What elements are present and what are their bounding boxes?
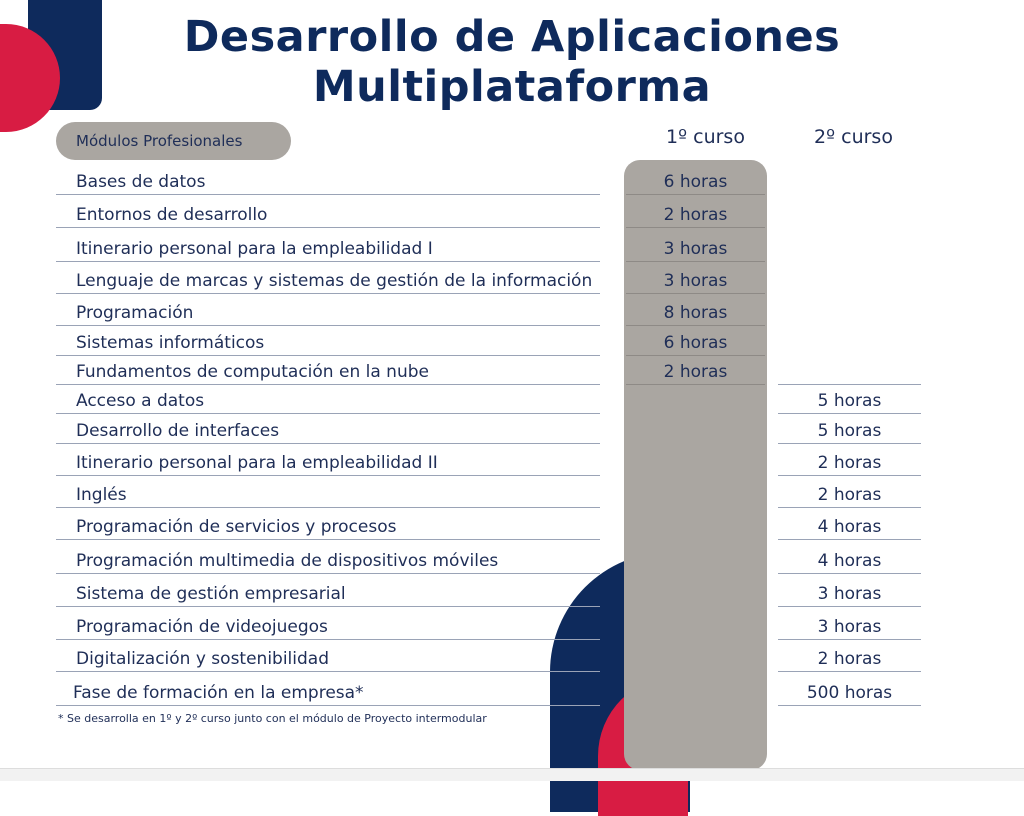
module-name: Lenguaje de marcas y sistemas de gestión de la información bbox=[76, 271, 593, 291]
first-year-hours: 2 horas bbox=[663, 205, 728, 225]
table-row bbox=[0, 326, 1024, 356]
module-name: Itinerario personal para la empleabilidad I bbox=[76, 239, 433, 259]
second-year-hours: 5 horas bbox=[817, 391, 882, 411]
table-row bbox=[0, 232, 1024, 262]
first-year-divider bbox=[626, 194, 765, 195]
second-year-divider bbox=[778, 443, 921, 444]
table-row bbox=[0, 165, 1024, 195]
table-row bbox=[0, 610, 1024, 640]
bottom-strip bbox=[0, 768, 1024, 781]
second-year-header: 2º curso bbox=[814, 126, 893, 148]
first-year-hours: 3 horas bbox=[663, 239, 728, 259]
row-divider bbox=[56, 475, 600, 476]
second-year-hours: 2 horas bbox=[817, 649, 882, 669]
first-year-hours: 8 horas bbox=[663, 303, 728, 323]
row-divider bbox=[56, 705, 600, 706]
module-name: Programación bbox=[76, 303, 194, 323]
row-divider bbox=[56, 639, 600, 640]
second-year-divider bbox=[778, 606, 921, 607]
module-name: Sistema de gestión empresarial bbox=[76, 584, 346, 604]
second-year-divider bbox=[778, 475, 921, 476]
table-row bbox=[0, 264, 1024, 294]
table-row bbox=[0, 577, 1024, 607]
first-year-hours: 3 horas bbox=[663, 271, 728, 291]
row-divider bbox=[56, 227, 600, 228]
second-year-hours: 5 horas bbox=[817, 421, 882, 441]
second-year-hours: 3 horas bbox=[817, 584, 882, 604]
first-year-hours: 6 horas bbox=[663, 333, 728, 353]
table-row bbox=[0, 446, 1024, 476]
second-year-divider bbox=[778, 671, 921, 672]
table-row bbox=[0, 642, 1024, 672]
table-row bbox=[0, 544, 1024, 574]
second-year-divider bbox=[778, 705, 921, 706]
first-year-divider bbox=[626, 261, 765, 262]
second-year-hours: 500 horas bbox=[806, 683, 893, 703]
first-year-hours: 2 horas bbox=[663, 362, 728, 382]
row-divider bbox=[56, 671, 600, 672]
row-divider bbox=[56, 539, 600, 540]
second-year-hours: 3 horas bbox=[817, 617, 882, 637]
table-row bbox=[0, 414, 1024, 444]
row-divider bbox=[56, 443, 600, 444]
second-year-hours: 4 horas bbox=[817, 551, 882, 571]
first-year-divider bbox=[626, 293, 765, 294]
table-row bbox=[0, 198, 1024, 228]
row-divider bbox=[56, 606, 600, 607]
table-row bbox=[0, 296, 1024, 326]
table-row bbox=[0, 384, 1024, 414]
page-title-line-1: Desarrollo de Aplicaciones bbox=[183, 12, 841, 62]
module-name: Programación de videojuegos bbox=[76, 617, 328, 637]
first-year-hours: 6 horas bbox=[663, 172, 728, 192]
table-row bbox=[0, 510, 1024, 540]
modules-header-pill: Módulos Profesionales bbox=[56, 122, 291, 160]
second-year-hours: 4 horas bbox=[817, 517, 882, 537]
row-divider bbox=[56, 293, 600, 294]
second-year-divider bbox=[778, 639, 921, 640]
second-year-divider bbox=[778, 539, 921, 540]
footnote: * Se desarrolla en 1º y 2º curso junto con el módulo de Proyecto intermodular bbox=[58, 712, 487, 725]
module-name: Desarrollo de interfaces bbox=[76, 421, 280, 441]
second-year-divider bbox=[778, 573, 921, 574]
module-name: Inglés bbox=[76, 485, 127, 505]
second-year-hours: 2 horas bbox=[817, 453, 882, 473]
module-name: Programación multimedia de dispositivos móviles bbox=[76, 551, 499, 571]
first-year-divider bbox=[626, 227, 765, 228]
module-name: Fase de formación en la empresa* bbox=[73, 683, 364, 703]
row-divider bbox=[56, 573, 600, 574]
second-year-divider bbox=[778, 507, 921, 508]
module-name: Digitalización y sostenibilidad bbox=[76, 649, 330, 669]
table-row bbox=[0, 676, 1024, 706]
module-name: Acceso a datos bbox=[76, 391, 205, 411]
page-title-line-2: Multiplataforma bbox=[312, 62, 712, 112]
module-name: Programación de servicios y procesos bbox=[76, 517, 397, 537]
row-divider bbox=[56, 194, 600, 195]
table-row bbox=[0, 478, 1024, 508]
module-name: Bases de datos bbox=[76, 172, 206, 192]
module-name: Fundamentos de computación en la nube bbox=[76, 362, 429, 382]
second-year-hours: 2 horas bbox=[817, 485, 882, 505]
row-divider bbox=[56, 261, 600, 262]
module-name: Sistemas informáticos bbox=[76, 333, 265, 353]
first-year-header: 1º curso bbox=[666, 126, 745, 148]
module-name: Itinerario personal para la empleabilidad II bbox=[76, 453, 438, 473]
module-name: Entornos de desarrollo bbox=[76, 205, 268, 225]
table-row bbox=[0, 355, 1024, 385]
row-divider bbox=[56, 507, 600, 508]
